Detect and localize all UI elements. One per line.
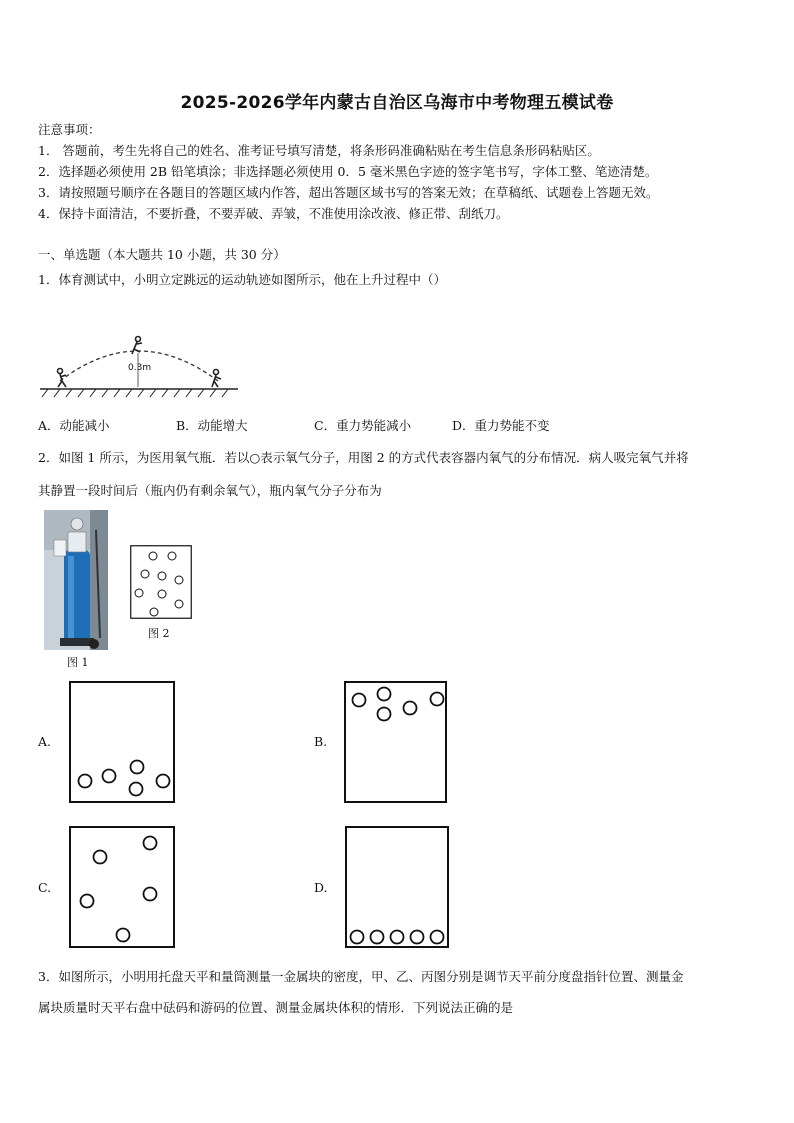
option-c-label[interactable]: C. bbox=[38, 880, 52, 895]
option-d[interactable]: D．重力势能不变 bbox=[452, 418, 550, 433]
figure-1-caption: 图 1 bbox=[67, 656, 89, 669]
option-d-label[interactable]: D. bbox=[314, 880, 328, 895]
notice-item-3: 3．请按照题号顺序在各题目的答题区域内作答，超出答题区域书写的答案无效；在草稿纸、试题卷上答题无效。 bbox=[38, 185, 659, 200]
section-heading: 一、单选题（本大题共 10 小题，共 30 分） bbox=[38, 247, 286, 262]
oxygen-cylinder-photo bbox=[44, 510, 108, 650]
question-2-stem-line2: 其静置一段时间后（瓶内仍有剩余氧气），瓶内氧气分子分布为 bbox=[38, 483, 382, 498]
notice-item-4: 4．保持卡面清洁，不要折叠，不要弄破、弄皱，不准使用涂改液、修正带、刮纸刀。 bbox=[38, 206, 509, 221]
question-1-stem: 1．体育测试中，小明立定跳远的运动轨迹如图所示，他在上升过程中（） bbox=[38, 272, 446, 287]
option-c-molecule-box[interactable] bbox=[69, 826, 175, 948]
question-3-stem-line1: 3．如图所示，小明用托盘天平和量筒测量一金属块的密度，甲、乙、丙图分别是调节天平前分度盘指针位置、测量金 bbox=[38, 969, 684, 984]
option-b-label[interactable]: B. bbox=[314, 734, 328, 749]
notice-heading: 注意事项： bbox=[38, 122, 101, 137]
notice-item-1: 1． 答题前，考生先将自己的姓名、准考证号填写清楚，将条形码准确粘贴在考生信息条形码粘贴区。 bbox=[38, 143, 600, 158]
option-b[interactable]: B．动能增大 bbox=[176, 418, 248, 433]
page-title: 2025-2026学年内蒙古自治区乌海市中考物理五模试卷 bbox=[180, 93, 614, 113]
option-b-molecule-box[interactable] bbox=[344, 681, 447, 803]
option-c[interactable]: C．重力势能减小 bbox=[314, 418, 412, 433]
notice-item-2: 2．选择题必须使用 2B 铅笔填涂；非选择题必须使用 0．5 毫米黑色字迹的签字笔书写，字体工整、笔迹清楚。 bbox=[38, 164, 658, 179]
option-a[interactable]: A．动能减小 bbox=[38, 418, 110, 433]
question-1-options bbox=[38, 416, 550, 434]
height-label: 0.3m bbox=[128, 363, 152, 373]
question-3-stem-line2: 属块质量时天平右盘中砝码和游码的位置、测量金属块体积的情形．下列说法正确的是 bbox=[38, 1000, 514, 1015]
option-a-molecule-box[interactable] bbox=[69, 681, 175, 803]
figure-2-molecule-box bbox=[130, 545, 192, 619]
question-2-stem-line1: 2．如图 1 所示，为医用氧气瓶．若以○表示氧气分子，用图 2 的方式代表容器内氧气的分布情况．病人吸完氧气并将 bbox=[38, 450, 689, 465]
option-d-molecule-box[interactable] bbox=[345, 826, 449, 948]
figure-2-caption: 图 2 bbox=[148, 627, 170, 640]
option-a-label[interactable]: A. bbox=[38, 734, 52, 749]
jump-trajectory-figure bbox=[38, 325, 243, 405]
